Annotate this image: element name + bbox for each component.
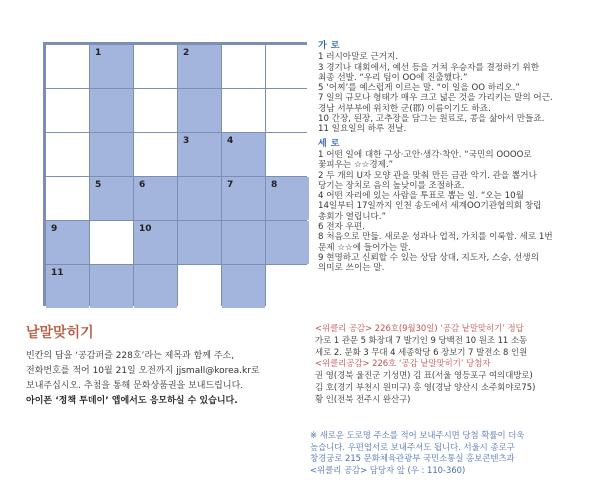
across-clue: 경남 서부부에 위치한 군(郡) 이름이기도 하죠. (318, 103, 491, 114)
note-line: 창경궁로 215 문화체육관광부 국민소통실 홍보콘텐츠과 (310, 453, 515, 464)
winner-line: 황 인(전북 전주시 완산구) (315, 393, 411, 404)
answer-cell[interactable] (178, 89, 221, 132)
answer-cell[interactable] (134, 177, 177, 220)
blank-cell (134, 89, 177, 132)
across-clue: 3 경기나 대회에서, 예선 등을 거쳐 우승자를 결정하기 위한 (318, 62, 539, 73)
clue-number: 9 (51, 224, 58, 234)
clue-number: 7 (227, 180, 234, 190)
clue-number: 6 (139, 180, 146, 190)
down-header: 세로 (318, 138, 344, 149)
answer-cell[interactable] (134, 221, 177, 264)
winner-line: 권 영(경북 울진군 기성면) 김 표(서울 영등포구 여의대방로) (315, 370, 533, 381)
answer-cell[interactable] (134, 265, 177, 308)
down-clue: 문제 ☆☆에 들어가는 말. (318, 242, 411, 253)
blank-cell (266, 45, 309, 88)
across-clue: 10 간장, 된장, 고추장을 담그는 원료로, 콩을 삶아서 만들죠. (318, 114, 545, 125)
instruction-line: 전화번호를 적어 10월 21일 오전까지 jjsmall@korea.kr로 (26, 366, 260, 376)
answer-cell[interactable] (178, 133, 221, 176)
blank-cell (134, 45, 177, 88)
answer-cell[interactable] (222, 133, 265, 176)
answer-cell[interactable] (178, 45, 221, 88)
clues-panel (318, 41, 604, 274)
down-clue: 꽃피우는 ☆☆경제.” (318, 160, 394, 171)
blank-cell (178, 265, 221, 308)
across-clue: 11 일요일의 하루 전날. (318, 124, 407, 135)
blank-cell (222, 89, 265, 132)
address-note (310, 430, 604, 476)
across-clue-list (318, 52, 604, 134)
note-line: <위클리 공감> 담당자 앞 (우 : 110-360) (310, 464, 466, 475)
answer-cell[interactable] (90, 133, 133, 176)
blank-cell (266, 89, 309, 132)
across-clue: 7 일의 규모나 형태가 매우 크고 넓은 것을 가리키는 말의 어근. (318, 93, 553, 104)
section-title: 낱말맞히기 (26, 325, 94, 341)
answer-cell[interactable] (46, 221, 89, 264)
down-clue-list (318, 150, 604, 274)
down-clue: 14일부터 17일까지 인천 송도에서 세계OO기관협의회 창립 (318, 201, 542, 212)
clue-number: 5 (95, 180, 102, 190)
answer-cell[interactable] (90, 45, 133, 88)
previous-answers (315, 323, 607, 406)
blank-cell (46, 177, 89, 220)
across-clue: 1 러시아말로 근거지. (318, 52, 399, 63)
answer-cell[interactable] (222, 265, 265, 308)
across-header: 가로 (318, 41, 344, 51)
answer-cell[interactable] (222, 177, 265, 220)
down-clue: 당기는 장치로 음의 높낮이를 조절하죠. (318, 180, 465, 191)
across-clue: 최종 선발. “우리 팀이 OO에 진출했다.” (318, 72, 468, 83)
answer-across: 가로 1 관문 5 화장대 7 발기인 9 당백전 10 원조 11 소동 (315, 334, 528, 345)
note-line: 높습니다. 우편엽서로 보내주셔도 됩니다. 서울시 종로구 (310, 441, 515, 452)
blank-cell (222, 45, 265, 88)
answer-cell[interactable] (266, 177, 309, 220)
clue-number: 10 (139, 224, 152, 234)
answer-cell[interactable] (222, 221, 265, 264)
clue-number: 4 (227, 136, 234, 146)
blank-cell (266, 133, 309, 176)
answer-cell[interactable] (90, 89, 133, 132)
answer-cell[interactable] (266, 221, 309, 264)
down-clue: 8 처음으로 만듦. 새로운 성과나 업적, 가치를 이룩함. 세로 1번 (318, 232, 553, 243)
answer-cell[interactable] (90, 177, 133, 220)
blank-cell (134, 133, 177, 176)
answer-down: 세로 2. 문화 3 무대 4 세종학당 6 장보기 7 발전소 8 인원 (315, 346, 528, 357)
down-clue: 총회가 열립니다.” (318, 211, 387, 222)
app-notice: 아이폰 ‘정책 투데이’ 앱에서도 응모하실 수 있습니다. (26, 396, 238, 406)
blank-cell (90, 221, 133, 264)
clue-number: 1 (95, 48, 102, 58)
crossword-grid (43, 42, 307, 306)
down-clue: 2 두 개의 U자 모양 관을 맞춰 만든 금관 악기. 관을 뽑거나 (318, 170, 537, 181)
down-clue: 9 현명하고 신뢰할 수 있는 상담 상대, 지도자, 스승, 선생의 (318, 252, 539, 263)
down-clue: 의미로 쓰이는 말. (318, 263, 385, 274)
entry-instructions (26, 322, 311, 409)
instruction-line: 빈칸의 답을 ‘공감퍼즐 228호’라는 제목과 함께 주소, (26, 351, 235, 361)
clue-number: 2 (183, 48, 190, 58)
answer-cell[interactable] (90, 265, 133, 308)
answer-cell[interactable] (178, 177, 221, 220)
blank-cell (46, 45, 89, 88)
winners-heading: <위클리공감> 226호 ‘공감 낱말맞히기’ 당첨자 (315, 358, 491, 369)
note-line: ※ 새로운 도로명 주소를 적어 보내주시면 당첨 확률이 더욱 (310, 430, 525, 440)
down-clue: 6 전자 우편. (318, 222, 365, 233)
down-clue: 1 어떤 일에 대한 구상·고안·생각·착안. “국민의 OOOO로 (318, 149, 532, 160)
winner-line: 김 호(경기 부천시 원미구) 홍 영(경남 양산시 소주회야로75) (315, 381, 536, 392)
clue-number: 11 (51, 268, 64, 278)
down-clue: 4 어떤 자리에 있는 사람을 투표로 뽑는 일. “오는 10월 (318, 191, 524, 202)
blank-cell (46, 133, 89, 176)
clue-number: 8 (271, 180, 278, 190)
blank-cell (46, 89, 89, 132)
answer-heading: <위클리 공감> 226호(9월30일) ‘공감 낱말맞히기’ 정답 (315, 323, 524, 333)
instruction-line: 보내주십시오. 추첨을 통해 문화상품권을 보내드립니다. (26, 381, 244, 391)
answer-cell[interactable] (178, 221, 221, 264)
clue-number: 3 (183, 136, 190, 146)
answer-cell[interactable] (46, 265, 89, 308)
across-clue: 5 ‘어찌’를 예스럽게 이르는 말. “이 일을 OO 하리오.” (318, 83, 520, 94)
blank-cell (266, 265, 309, 308)
